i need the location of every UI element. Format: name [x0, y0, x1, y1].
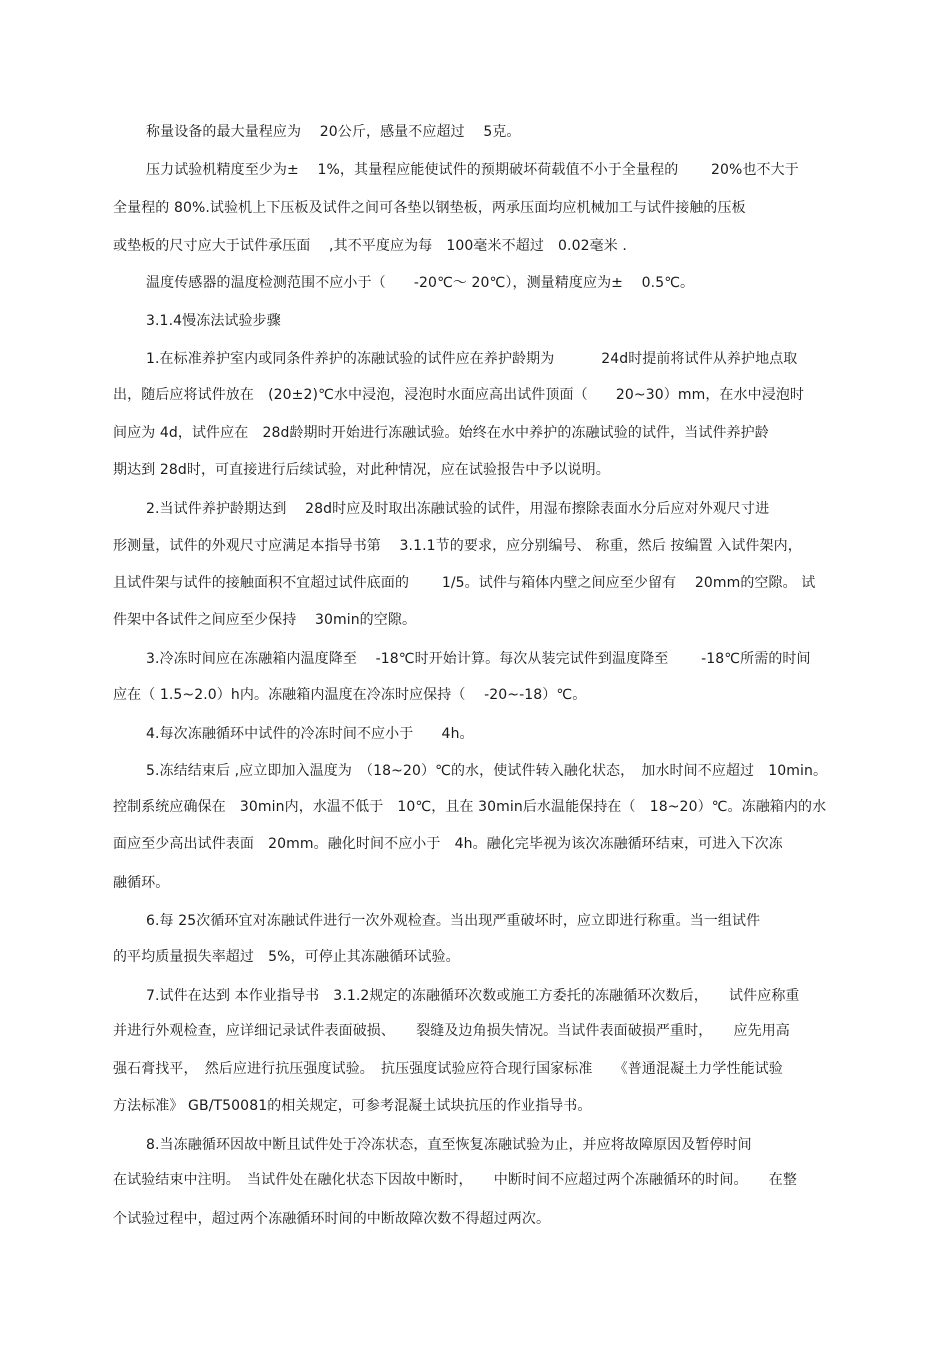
paragraph-line: 5.冻结结束后 ,应立即加入温度为 （18~20）℃的水，使试件转入融化状态， 加水时间不应超过 10min。: [146, 763, 828, 779]
paragraph-line: 形测量，试件的外观尺寸应满足本指导书第 3.1.1节的要求，应分别编号、 称重，然后 按编置 入试件架内，: [113, 538, 802, 554]
paragraph-line: 6.每 25次循环宜对冻融试件进行一次外观检查。当出现严重破坏时，应立即进行称重。当一组试件: [146, 913, 761, 929]
paragraph-line: 间应为 4d，试件应在 28d龄期时开始进行冻融试验。始终在水中养护的冻融试验的试件，当试件养护龄: [113, 425, 769, 441]
paragraph-line: 全量程的 80%.试验机上下压板及试件之间可各垫以钢垫板，两承压面均应机械加工与试件接触的压板: [113, 200, 746, 216]
paragraph-line: 应在（ 1.5~2.0）h内。冻融箱内温度在冷冻时应保持（ -20~-18）℃。: [113, 687, 587, 703]
paragraph-line: 称量设备的最大量程应为 20公斤，感量不应超过 5克。: [146, 124, 521, 140]
paragraph-line: 1.在标准养护室内或同条件养护的冻融试验的试件应在养护龄期为 24d时提前将试件从养护地点取: [146, 351, 798, 367]
paragraph-line: 控制系统应确保在 30min内，水温不低于 10℃，且在 30min后水温能保持在（ 18~20）℃。冻融箱内的水: [113, 799, 827, 815]
paragraph-line: 融循环。: [113, 875, 170, 891]
paragraph-line: 件架中各试件之间应至少保持 30min的空隙。: [113, 612, 417, 628]
paragraph-line: 且试件架与试件的接触面积不宜超过试件底面的 1/5。试件与箱体内壁之间应至少留有 20mm的空隙。 试: [113, 575, 816, 591]
paragraph-line: 在试验结束中注明。 当试件处在融化状态下因故中断时， 中断时间不应超过两个冻融循环的时间。 在整: [113, 1172, 797, 1188]
paragraph-line: 个试验过程中，超过两个冻融循环时间的中断故障次数不得超过两次。: [113, 1211, 551, 1227]
paragraph-line: 强石膏找平， 然后应进行抗压强度试验。 抗压强度试验应符合现行国家标准 《普通混凝土力学性能试验: [113, 1061, 783, 1077]
paragraph-line: 期达到 28d时，可直接进行后续试验，对此种情况，应在试验报告中予以说明。: [113, 462, 610, 478]
paragraph-line: 或垫板的尺寸应大于试件承压面 ,其不平度应为每 100毫米不超过 0.02毫米 .: [113, 238, 627, 254]
section-heading: 3.1.4慢冻法试验步骤: [146, 313, 281, 329]
paragraph-line: 并进行外观检查，应详细记录试件表面破损、 裂缝及边角损失情况。当试件表面破损严重时， 应先用高: [113, 1023, 790, 1039]
paragraph-line: 7.试件在达到 本作业指导书 3.1.2规定的冻融循环次数或施工方委托的冻融循环次数后， 试件应称重: [146, 988, 800, 1004]
paragraph-line: 4.每次冻融循环中试件的冷冻时间不应小于 4h。: [146, 726, 474, 742]
paragraph-line: 出，随后应将试件放在 (20±2)℃水中浸泡，浸泡时水面应高出试件顶面（ 20~30）mm，在水中浸泡时: [113, 387, 805, 403]
paragraph-line: 2.当试件养护龄期达到 28d时应及时取出冻融试验的试件，用湿布擦除表面水分后应对外观尺寸进: [146, 501, 770, 517]
paragraph-line: 面应至少高出试件表面 20mm。融化时间不应小于 4h。融化完毕视为该次冻融循环结束，可进入下次冻: [113, 836, 783, 852]
paragraph-line: 方法标准》 GB/T50081的相关规定，可参考混凝土试块抗压的作业指导书。: [113, 1098, 592, 1114]
paragraph-line: 3.冷冻时间应在冻融箱内温度降至 -18℃时开始计算。每次从装完试件到温度降至 -18℃所需的时间: [146, 651, 811, 667]
paragraph-line: 温度传感器的温度检测范围不应小于（ -20℃～ 20℃），测量精度应为± 0.5℃。: [146, 275, 695, 291]
paragraph-line: 的平均质量损失率超过 5%，可停止其冻融循环试验。: [113, 949, 460, 965]
paragraph-line: 压力试验机精度至少为± 1%，其量程应能使试件的预期破坏荷载值不小于全量程的 20%也不大于: [146, 162, 799, 178]
paragraph-line: 8.当冻融循环因故中断且试件处于冷冻状态，直至恢复冻融试验为止，并应将故障原因及暂停时间: [146, 1137, 752, 1153]
